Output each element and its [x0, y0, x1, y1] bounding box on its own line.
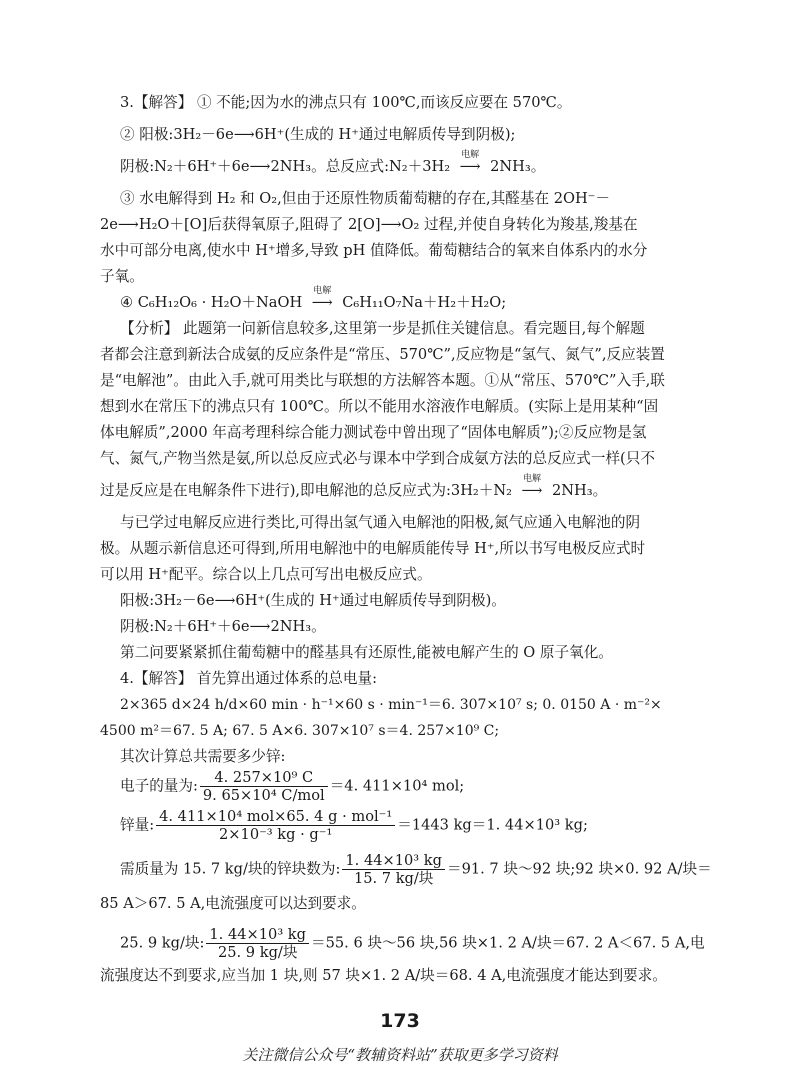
analysis-anode: 阳极:3H₂－6e⟶6H⁺(生成的 H⁺通过电解质传导到阴极)。: [120, 592, 506, 609]
block-count-conclusion-1: 85 A＞67. 5 A,电流强度可以达到要求。: [100, 895, 366, 912]
analysis-line-8: 与已学过电解反应进行类比,可得出氢气通入电解池的阳极,氮气应通入电解池的阴: [120, 514, 641, 531]
fraction: $\frac{\text{1. 44×10³ kg}}{\text{15. 7 kg/块}}$: [342, 852, 445, 887]
analysis-line-3: 是“电解池”。由此入手,就可用类比与联想的方法解答本题。①从“常压、570℃”入手,联: [100, 372, 665, 389]
fraction: $\frac{\text{4. 257×10⁹ C}}{\text{9. 65×10⁴ C/mol}}$: [200, 769, 328, 804]
analysis-part2: 第二问要紧紧抓住葡萄糖中的醛基具有还原性,能被电解产生的 O 原子氧化。: [120, 644, 613, 661]
answer-3-part3-line-3: 水中可部分电离,使水中 H⁺增多,导致 pH 值降低。葡萄糖结合的氧来自体系内的水分: [100, 242, 648, 259]
answer-3-part3-line-4: 子氧。: [100, 268, 144, 285]
answer-4-calc-line-2: 4500 m²＝67. 5 A; 67. 5 A×6. 307×10⁷ s＝4. 257×10⁹ C;: [100, 723, 500, 739]
analysis-line-4: 想到水在常压下的沸点只有 100℃。所以不能用水溶液作电解质。(实际上是用某种“固: [100, 398, 659, 415]
zinc-amount-formula: 锌量: $\frac{\text{4. 411×10⁴ mol×65. 4 g · mol⁻¹}}{\text{2×10⁻³ kg · g⁻¹}}$ ＝1443 kg＝1. 44×10³ kg;: [120, 808, 588, 843]
answer-4-heading: 4.【解答】 首先算出通过体系的总电量:: [120, 670, 377, 687]
answer-3-cathode: 阴极:N₂＋6H⁺＋6e⟶2NH₃。总反应式:N₂＋3H₂ 电解 ⟶ 2NH₃。: [120, 150, 546, 175]
analysis-line-2: 者都会注意到新法合成氨的反应条件是“常压、570℃”,反应物是“氢气、氮气”,反应装置: [100, 346, 665, 363]
analysis-line-9: 极。从题示新信息还可得到,所用电解池中的电解质能传导 H⁺,所以书写电极反应式时: [100, 540, 646, 557]
footer-watermark: 关注微信公众号“教辅资料站”获取更多学习资料: [242, 1046, 558, 1064]
fraction: $\frac{\text{4. 411×10⁴ mol×65. 4 g · mol⁻¹}}{\text{2×10⁻³ kg · g⁻¹}}$: [156, 808, 395, 843]
answer-4-calc-line-1: 2×365 d×24 h/d×60 min · h⁻¹×60 s · min⁻¹＝6. 307×10⁷ s; 0. 0150 A · m⁻²×: [120, 697, 662, 713]
analysis-line-7: 过是反应是在电解条件下进行),即电解池的总反应式为:3H₂＋N₂ 电解 ⟶ 2NH₃。: [100, 474, 608, 499]
analysis-line-5: 体电解质”,2000 年高考理科综合能力测试卷中曾出现了“固体电解质”);②反应物是氢: [100, 424, 647, 441]
electrolysis-arrow: 电解 ⟶: [521, 474, 543, 499]
analysis-cathode: 阴极:N₂＋6H⁺＋6e⟶2NH₃。: [120, 618, 326, 635]
answer-3-anode: ② 阳极:3H₂－6e⟶6H⁺(生成的 H⁺通过电解质传导到阴极);: [120, 126, 516, 143]
block-count-formula-2: 25. 9 kg/块: $\frac{\text{1. 44×10³ kg}}{\text{25. 9 kg/块}}$ ＝55. 6 块～56 块,56 块×1. 2 A/块＝67. 2 A＜67. 5 A,电: [120, 926, 705, 961]
electrolysis-arrow: 电解 ⟶: [311, 286, 333, 311]
page-number: 173: [380, 1010, 420, 1032]
block-count-formula-1: 需质量为 15. 7 kg/块的锌块数为: $\frac{\text{1. 44×10³ kg}}{\text{15. 7 kg/块}}$ ＝91. 7 块～92 块;92 块×0. 92 A/块＝: [120, 852, 712, 887]
answer-3-line-1: 3.【解答】 ① 不能;因为水的沸点只有 100℃,而该反应要在 570℃。: [120, 94, 572, 111]
electrolysis-arrow: 电解 ⟶: [459, 150, 481, 175]
analysis-line-10: 可以用 H⁺配平。综合以上几点可写出电极反应式。: [100, 566, 432, 583]
electron-amount-formula: 电子的量为: $\frac{\text{4. 257×10⁹ C}}{\text{9. 65×10⁴ C/mol}}$ ＝4. 411×10⁴ mol;: [120, 769, 465, 804]
answer-3-part4: ④ C₆H₁₂O₆ · H₂O＋NaOH 电解 ⟶ C₆H₁₁O₇Na＋H₂＋H₂O;: [120, 286, 507, 311]
answer-3-part3-line-2: 2e⟶H₂O＋[O]后获得氧原子,阻碍了 2[O]⟶O₂ 过程,并使自身转化为羧基,羧基在: [100, 216, 638, 233]
analysis-line-6: 气、氮气,产物当然是氨,所以总反应式必与课本中学到合成氨方法的总反应式一样(只不: [100, 450, 655, 467]
answer-4-zinc-heading: 其次计算总共需要多少锌:: [120, 748, 286, 765]
fraction: $\frac{\text{1. 44×10³ kg}}{\text{25. 9 kg/块}}$: [206, 926, 309, 961]
answer-3-part3-line-1: ③ 水电解得到 H₂ 和 O₂,但由于还原性物质葡萄糖的存在,其醛基在 2OH⁻－: [120, 190, 610, 207]
block-count-conclusion-2: 流强度达不到要求,应当加 1 块,则 57 块×1. 2 A/块＝68. 4 A,电流强度才能达到要求。: [100, 967, 667, 984]
analysis-line-1: 【分析】 此题第一问新信息较多,这里第一步是抓住关键信息。看完题目,每个解题: [120, 320, 645, 337]
